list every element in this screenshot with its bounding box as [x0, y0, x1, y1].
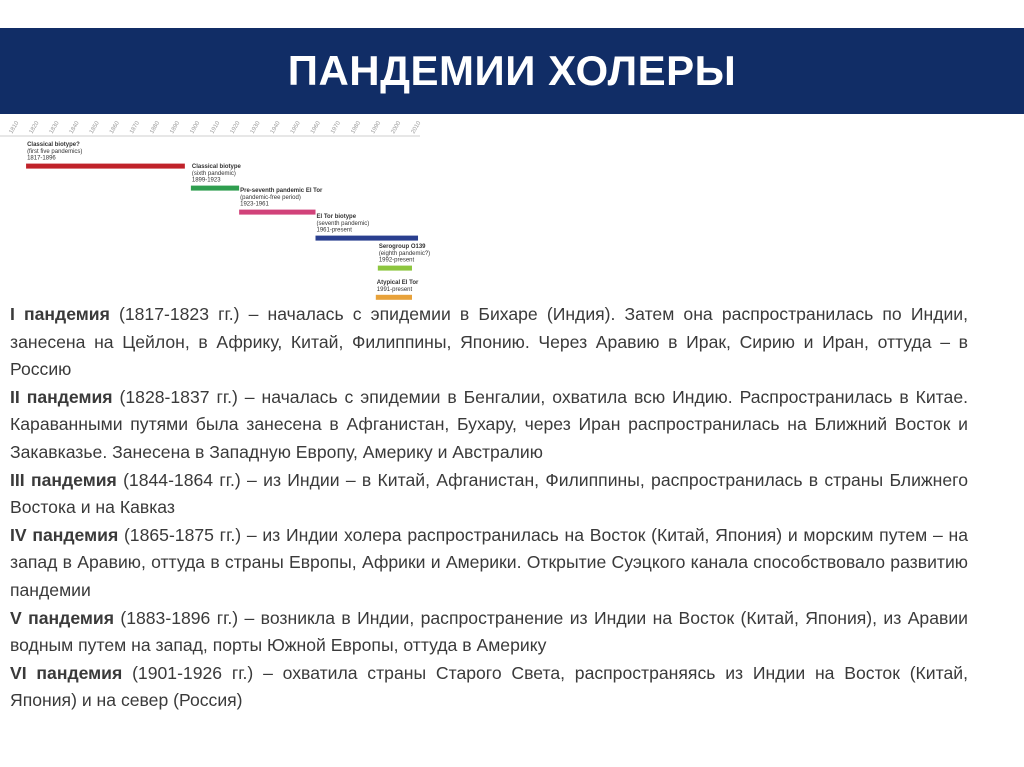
timeline-year-label: 1810 [8, 120, 21, 135]
pandemic-text-4: (1865-1875 гг.) – из Индии холера распространилась на Восток (Китай, Япония) и морским путем – на запад в Аравию, оттуда в страны Европы, Африки и Америки. Открытие Суэцкого канала способствовало развитию пандемии [10, 524, 968, 600]
timeline-year-label: 1980 [350, 120, 363, 135]
timeline-bar-label: 1923-1961 [240, 201, 269, 208]
timeline-year-label: 1840 [68, 120, 81, 135]
timeline-bar-label: (seventh pandemic) [316, 220, 370, 227]
timeline-year-label: 1990 [370, 120, 383, 135]
pandemic-text-5: (1883-1896 гг.) – возникла в Индии, распространение из Индии на Восток (Китай, Япония), из Аравии водным путем на запад, порты Южной Европы, оттуда в Америку [10, 607, 968, 656]
timeline-bar-label: (first five pandemics) [27, 148, 83, 155]
timeline-year-label: 1880 [149, 120, 162, 135]
timeline-bar-label: (sixth pandemic) [191, 170, 236, 177]
timeline-bar [316, 236, 419, 241]
pandemic-paragraph-3 [10, 467, 968, 522]
timeline-bar-label: Atypical El Tor [376, 280, 419, 286]
timeline-year-label: 1830 [48, 120, 61, 135]
timeline-year-label: 1940 [269, 120, 282, 135]
timeline-year-label: 1930 [249, 120, 262, 135]
timeline-bar-label: 1991-present [376, 286, 413, 293]
timeline-bar-label: Classical biotype? [27, 142, 80, 148]
timeline-bar-label: El Tor biotype [316, 214, 357, 220]
timeline-bar-label: (eighth pandemic?) [378, 250, 430, 257]
pandemic-paragraph-2 [10, 384, 968, 467]
slide-title: ПАНДЕМИИ ХОЛЕРЫ [287, 47, 737, 94]
timeline-year-label: 1820 [28, 120, 41, 135]
pandemic-paragraph-1 [10, 301, 968, 384]
timeline-year-label: 1870 [129, 120, 142, 135]
timeline-bar-label: Serogroup O139 [378, 244, 426, 250]
pandemic-timeline-figure [0, 116, 430, 306]
timeline-bar [239, 210, 315, 215]
timeline-bar-label: 1817-1896 [27, 155, 56, 162]
timeline-bar-label: Pre-seventh pandemic El Tor [240, 188, 323, 194]
timeline-bar-label: 1992-present [378, 257, 415, 264]
pandemic-text-6: (1901-1926 гг.) – охватила страны Старого Света, распространяясь из Индии на Восток (Китай, Япония) и на север (Россия) [10, 662, 968, 711]
timeline-year-label: 2000 [390, 120, 403, 135]
pandemic-paragraph-4 [10, 522, 968, 605]
pandemic-name-4: IV пандемия [10, 524, 119, 545]
pandemic-name-2: II пандемия [10, 386, 113, 407]
timeline-bar-label: 1899-1923 [191, 177, 221, 184]
timeline-year-label: 1960 [310, 120, 322, 135]
pandemic-name-6: VI пандемия [10, 662, 123, 683]
pandemic-text-3: (1844-1864 гг.) – из Индии – в Китай, Афганистан, Филиппины, распространилась в страны Ближнего Востока и на Кавказ [10, 469, 968, 518]
timeline-year-label: 1860 [109, 120, 121, 135]
timeline-bar-label: Classical biotype [191, 164, 241, 170]
pandemic-name-5: V пандемия [10, 607, 114, 628]
pandemic-text-1: (1817-1823 гг.) – началась с эпидемии в Бихаре (Индия). Затем она распространилась по Индии, занесена на Цейлон, в Африку, Китай, Филиппины, Японию. Через Аравию в Ирак, Сирию и Иран, оттуда – в Россию [10, 304, 968, 380]
pandemic-text-2: (1828-1837 гг.) – началась с эпидемии в Бенгалии, охватила всю Индию. Распространилась в Китае. Караванными путями была занесена в Афганистан, Бухару, через Иран распространилась на Ближний Восток и Закавказье. Занесена в Западную Европу, Америку и Австралию [10, 386, 968, 462]
timeline-bar [376, 295, 412, 300]
timeline-bar [26, 164, 185, 169]
timeline-year-label: 1890 [169, 120, 182, 135]
pandemic-paragraph-5 [10, 605, 968, 660]
timeline-year-label: 1920 [229, 120, 242, 135]
pandemic-name-1: I пандемия [10, 304, 110, 324]
timeline-bar-label: 1961-present [316, 227, 352, 234]
pandemic-paragraph-6 [10, 660, 968, 715]
timeline-year-label: 1950 [289, 120, 302, 135]
timeline-year-label: 2010 [410, 120, 423, 135]
pandemic-name-3: III пандемия [10, 469, 117, 490]
timeline-year-label: 1910 [209, 120, 222, 135]
timeline-year-label: 1850 [88, 120, 101, 135]
timeline-bar-label: (pandemic-free period) [240, 194, 301, 201]
timeline-year-label: 1970 [330, 120, 343, 135]
timeline-bar [378, 266, 412, 271]
timeline-year-label: 1900 [189, 120, 202, 135]
timeline-bar [191, 186, 239, 191]
pandemics-text [10, 301, 968, 715]
